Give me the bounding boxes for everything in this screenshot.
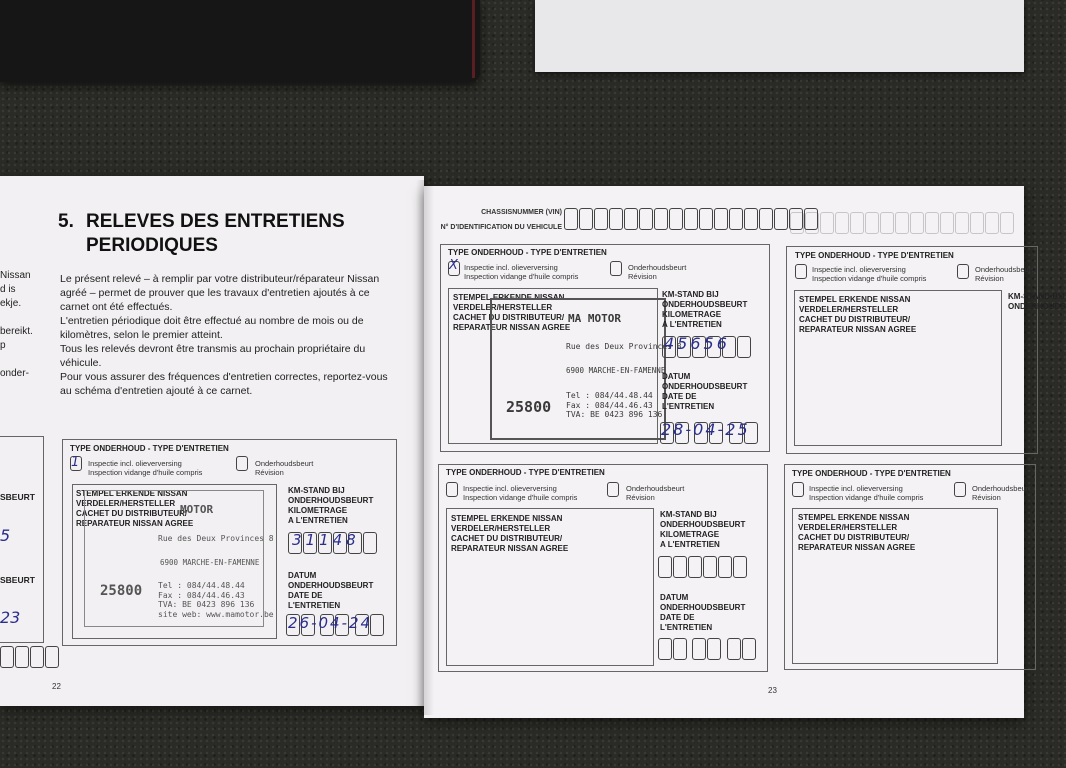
- option-inspection: Inspectie incl. olieverversing Inspection vidange d'huile compris: [809, 484, 924, 502]
- edge-label: SBEURT: [0, 492, 35, 502]
- km-label-cut: KM-STAND BIJ ONDERHOUDS: [1008, 292, 1066, 311]
- stamp-label: STEMPEL ERKENDE NISSAN VERDELER/HERSTELLER CACHET DU DISTRIBUTEUR/ REPARATEUR NISSAN AGREE: [76, 489, 194, 528]
- checkbox-inspection: [792, 482, 804, 497]
- stamp-contact: Tel : 084/44.48.44 Fax : 084/44.46.43 TVA: BE 0423 896 136: [566, 391, 663, 419]
- handwritten-digit: 23: [0, 608, 21, 627]
- stamp-label: STEMPEL ERKENDE NISSAN VERDELER/HERSTELLER CACHET DU DISTRIBUTEUR/ REPARATEUR NISSAN AGREE: [451, 514, 569, 553]
- checkbox-revision: [954, 482, 966, 497]
- stamp-street: Rue des Deux Provinces 8: [566, 342, 682, 351]
- date-label: DATUM ONDERHOUDSBEURT DATE DE L'ENTRETIEN: [660, 593, 746, 632]
- intro-text: [60, 272, 400, 398]
- option-revision: Onderhoudsbeurt Révision: [626, 484, 685, 502]
- black-folder: [0, 0, 480, 82]
- checkbox-revision: [236, 456, 248, 471]
- intro-paragraph: Pour vous assurer des fréquences d'entretien correctes, reportez-vous au schéma d'entretien ajouté à ce carnet.: [60, 371, 388, 397]
- white-card: [535, 0, 1024, 72]
- vin-boxes: [564, 208, 819, 235]
- vin-label-fr: N° D'IDENTIFICATION DU VEHICULE: [440, 224, 562, 231]
- stamp-code: 25800: [506, 398, 552, 416]
- stamp-street: Rue des Deux Provinces 8: [158, 534, 274, 543]
- handwritten-date: 26-04-24: [288, 614, 373, 632]
- page-number: 23: [768, 686, 777, 695]
- handwritten-km: 31148: [292, 531, 360, 549]
- stamp-city: 6900 MARCHE-EN-FAMENNE: [566, 366, 666, 375]
- km-label: KM-STAND BIJ ONDERHOUDSBEURT KILOMETRAGE A L'ENTRETIEN: [288, 486, 374, 525]
- stamp-contact: Tel : 084/44.48.44 Fax : 084/44.46.43 TVA: BE 0423 896 136 site web: www.mamotor.be: [158, 581, 274, 619]
- option-revision: Onderhoudsbeurt Révision: [972, 484, 1031, 502]
- stamp-name: MA MOTOR: [568, 312, 621, 325]
- date-digit-boxes: [658, 638, 757, 665]
- stamp-label: STEMPEL ERKENDE NISSAN VERDELER/HERSTELLER CACHET DU DISTRIBUTEUR/ REPARATEUR NISSAN AGREE: [453, 293, 571, 332]
- intro-paragraph: L'entretien périodique doit être effectué au nombre de mois ou de kilomètres, selon le premier atteint.: [60, 315, 364, 341]
- checkbox-inspection: [795, 264, 807, 279]
- date-label: DATUM ONDERHOUDSBEURT DATE DE L'ENTRETIEN: [288, 571, 374, 610]
- page-heading: 5. RELEVES DES ENTRETIENS PERIODIQUES: [58, 211, 345, 256]
- vin-label: CHASSISNUMMER (VIN): [481, 209, 562, 216]
- date-label: DATUM ONDERHOUDSBEURT DATE DE L'ENTRETIEN: [662, 372, 748, 411]
- type-title: TYPE ONDERHOUD - TYPE D'ENTRETIEN: [795, 251, 954, 260]
- edge-digit-boxes: [0, 646, 60, 673]
- spine-shadow: [416, 180, 434, 715]
- edge-text: bereikt.: [0, 326, 33, 337]
- intro-paragraph: Le présent relevé – à remplir par votre distributeur/réparateur Nissan agréé – permet de prouver que les travaux d'entretien ajoutés à ce carnet ont été effectués.: [60, 273, 380, 313]
- page-number: 22: [52, 682, 61, 691]
- type-title: TYPE ONDERHOUD - TYPE D'ENTRETIEN: [792, 469, 951, 478]
- option-revision: Onderhoudsbeurt Révision: [255, 459, 314, 477]
- option-inspection: Inspectie incl. olieverversing Inspection vidange d'huile compris: [812, 265, 927, 283]
- option-inspection: Inspectie incl. olieverversing Inspection vidange d'huile compris: [464, 263, 579, 281]
- checkbox-revision: [607, 482, 619, 497]
- edge-text: ekje.: [0, 298, 22, 309]
- stamp-code: 25800: [100, 583, 143, 599]
- edge-text: Nissan: [0, 270, 31, 281]
- type-title: TYPE ONDERHOUD - TYPE D'ENTRETIEN: [70, 444, 229, 453]
- vin-boxes-faded: [790, 212, 1015, 239]
- stamp-city: 6900 MARCHE-EN-FAMENNE: [160, 558, 260, 567]
- checkbox-revision: [610, 261, 622, 276]
- stamp-label: STEMPEL ERKENDE NISSAN VERDELER/HERSTELLER CACHET DU DISTRIBUTEUR/ REPARATEUR NISSAN AGREE: [799, 295, 917, 334]
- edge-text: p: [0, 340, 6, 351]
- checkbox-revision: [957, 264, 969, 279]
- stamp-name: MOTOR: [180, 503, 214, 516]
- option-revision: Onderhoudsbeurt Révision: [975, 265, 1034, 283]
- intro-paragraph: Tous les relevés devront être transmis au prochain propriétaire du véhicule.: [60, 343, 366, 369]
- handwritten-mark: X: [449, 258, 458, 273]
- km-label: KM-STAND BIJ ONDERHOUDSBEURT KILOMETRAGE A L'ENTRETIEN: [662, 290, 748, 329]
- edge-text: d is: [0, 284, 16, 295]
- option-revision: Onderhoudsbeurt Révision: [628, 263, 687, 281]
- folder-seam: [472, 0, 475, 78]
- edge-label: SBEURT: [0, 575, 35, 585]
- option-inspection: Inspectie incl. olieverversing Inspection vidange d'huile compris: [463, 484, 578, 502]
- handwritten-mark: 1: [71, 455, 80, 470]
- checkbox-inspection: [446, 482, 458, 497]
- handwritten-km: 45656: [664, 334, 730, 353]
- handwritten-date: 28-04-25: [661, 420, 750, 439]
- edge-text: onder-: [0, 368, 29, 379]
- type-title: TYPE ONDERHOUD - TYPE D'ENTRETIEN: [448, 248, 607, 257]
- stamp-label: STEMPEL ERKENDE NISSAN VERDELER/HERSTELLER CACHET DU DISTRIBUTEUR/ REPARATEUR NISSAN AGREE: [798, 513, 916, 552]
- handwritten-digit: 5: [0, 526, 11, 545]
- type-title: TYPE ONDERHOUD - TYPE D'ENTRETIEN: [446, 468, 605, 477]
- km-label: KM-STAND BIJ ONDERHOUDSBEURT KILOMETRAGE A L'ENTRETIEN: [660, 510, 746, 549]
- km-digit-boxes: [658, 556, 748, 583]
- option-inspection: Inspectie incl. olieverversing Inspection vidange d'huile compris: [88, 459, 203, 477]
